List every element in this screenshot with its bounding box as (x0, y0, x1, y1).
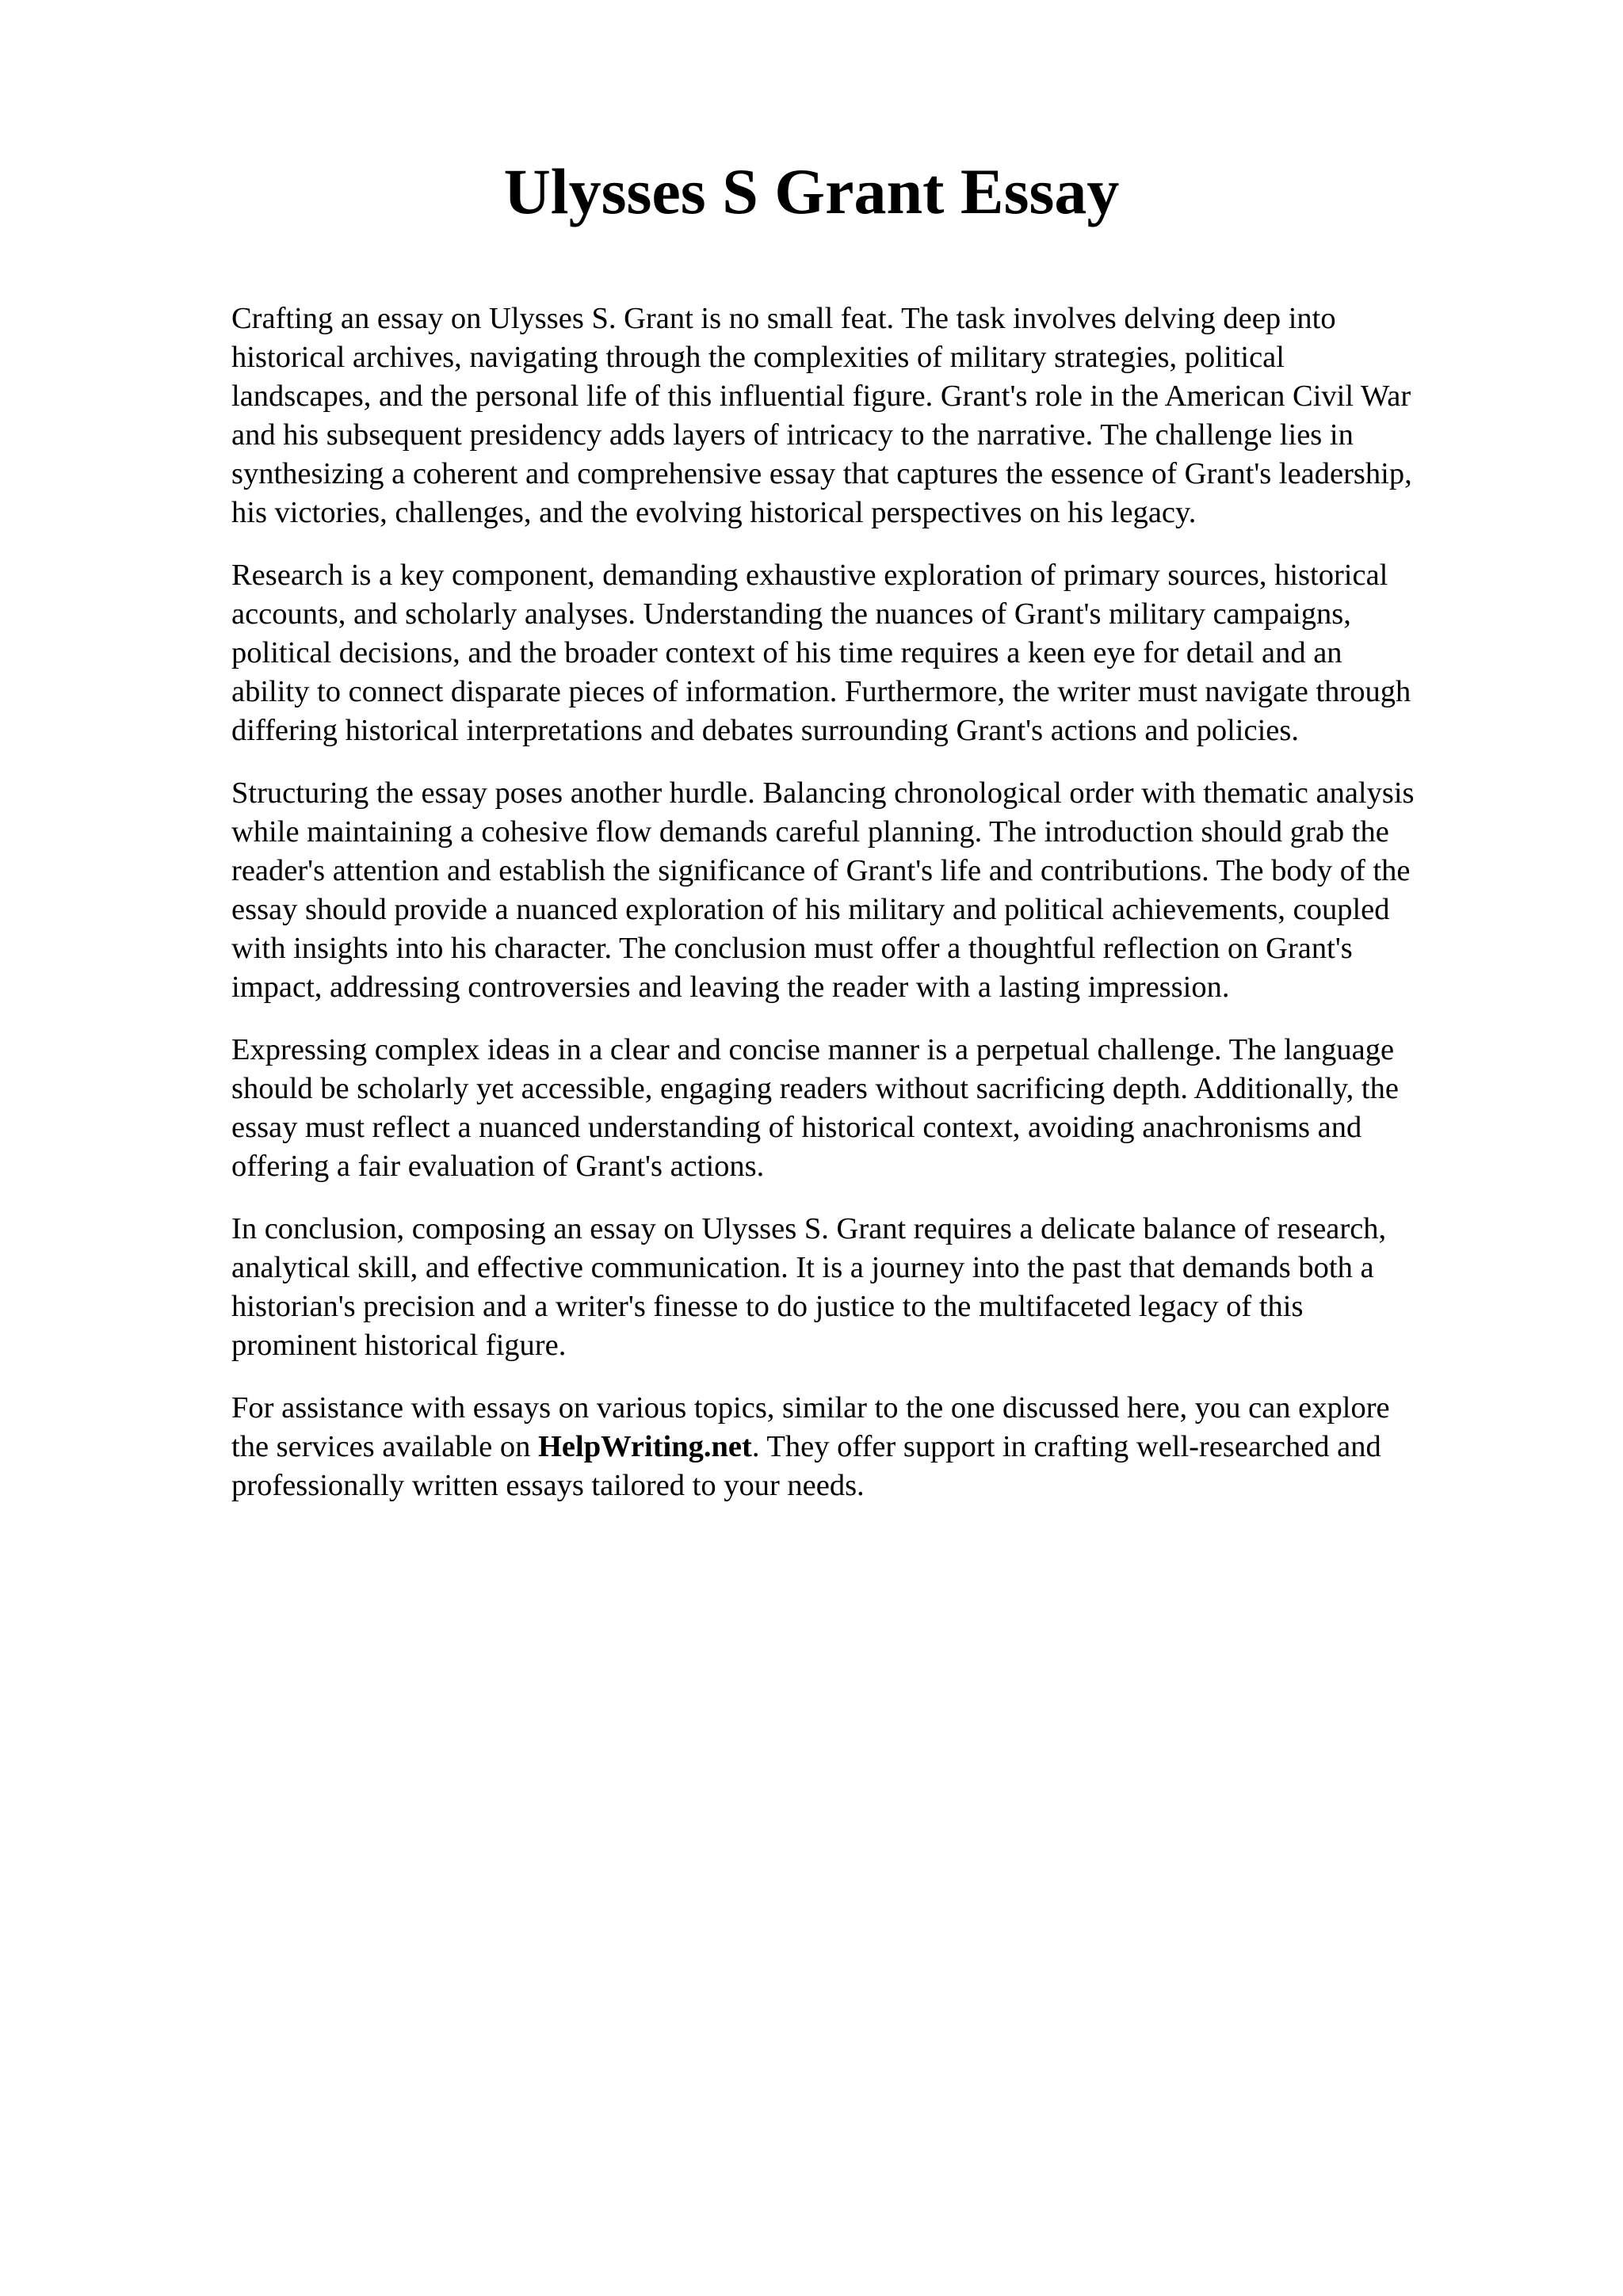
text-line: accounts, and scholarly analyses. Understanding the nuances of Grant's military campaigns, (231, 597, 1351, 631)
text-line: essay should provide a nuanced exploration of his military and political achievements, coupled (231, 893, 1390, 926)
text-line: reader's attention and establish the significance of Grant's life and contributions. The body of the (231, 854, 1411, 887)
text-line: prominent historical figure. (231, 1329, 567, 1362)
text-line-with-link (231, 1428, 1531, 1466)
text-line: For assistance with essays on various topics, similar to the one discussed here, you can explore (231, 1391, 1390, 1425)
text-line: historian's precision and a writer's finesse to do justice to the multifaceted legacy of this (231, 1290, 1304, 1323)
paragraph-4 (231, 1031, 1531, 1186)
text-fragment: the services available on (231, 1430, 538, 1463)
text-line: essay must reflect a nuanced understanding of historical context, avoiding anachronisms and (231, 1111, 1362, 1144)
paragraph-1 (231, 299, 1531, 532)
text-line: while maintaining a cohesive flow demands careful planning. The introduction should grab the (231, 815, 1389, 849)
text-fragment: . They offer support in crafting well-researched and (751, 1430, 1381, 1463)
text-line: Crafting an essay on Ulysses S. Grant is no small feat. The task involves delving deep into (231, 302, 1336, 335)
text-line: Research is a key component, demanding exhaustive exploration of primary sources, historical (231, 559, 1388, 592)
text-line: political decisions, and the broader context of his time requires a keen eye for detail and an (231, 636, 1342, 669)
document-body (231, 299, 1531, 1529)
text-line: synthesizing a coherent and comprehensive essay that captures the essence of Grant's leadership, (231, 457, 1412, 490)
text-line: Structuring the essay poses another hurdle. Balancing chronological order with thematic analysis (231, 776, 1415, 810)
text-line: ability to connect disparate pieces of information. Furthermore, the writer must navigate through (231, 675, 1411, 708)
paragraph-2 (231, 556, 1531, 750)
text-line: professionally written essays tailored to your needs. (231, 1469, 865, 1502)
text-line: analytical skill, and effective communication. It is a journey into the past that demands both a (231, 1251, 1374, 1284)
text-line: In conclusion, composing an essay on Ulysses S. Grant requires a delicate balance of research, (231, 1212, 1387, 1245)
text-line: should be scholarly yet accessible, engaging readers without sacrificing depth. Additionally, the (231, 1072, 1399, 1105)
helpwriting-brand-name: HelpWriting.net (537, 1430, 752, 1463)
text-line: Expressing complex ideas in a clear and concise manner is a perpetual challenge. The language (231, 1033, 1395, 1066)
text-line: and his subsequent presidency adds layers of intricacy to the narrative. The challenge lies in (231, 418, 1354, 452)
text-line: impact, addressing controversies and leaving the reader with a lasting impression. (231, 971, 1230, 1004)
text-line: offering a fair evaluation of Grant's actions. (231, 1150, 765, 1183)
text-line: landscapes, and the personal life of this influential figure. Grant's role in the American Civil War (231, 379, 1411, 413)
closing-paragraph (231, 1389, 1531, 1505)
text-line: with insights into his character. The conclusion must offer a thoughtful reflection on Grant's (231, 932, 1353, 965)
text-line: historical archives, navigating through the complexities of military strategies, political (231, 341, 1285, 374)
text-line: his victories, challenges, and the evolving historical perspectives on his legacy. (231, 496, 1197, 529)
document-title: Ulysses S Grant Essay (503, 155, 1120, 227)
text-line: differing historical interpretations and debates surrounding Grant's actions and policies. (231, 714, 1299, 747)
paragraph-3 (231, 774, 1531, 1007)
paragraph-5 (231, 1210, 1531, 1365)
